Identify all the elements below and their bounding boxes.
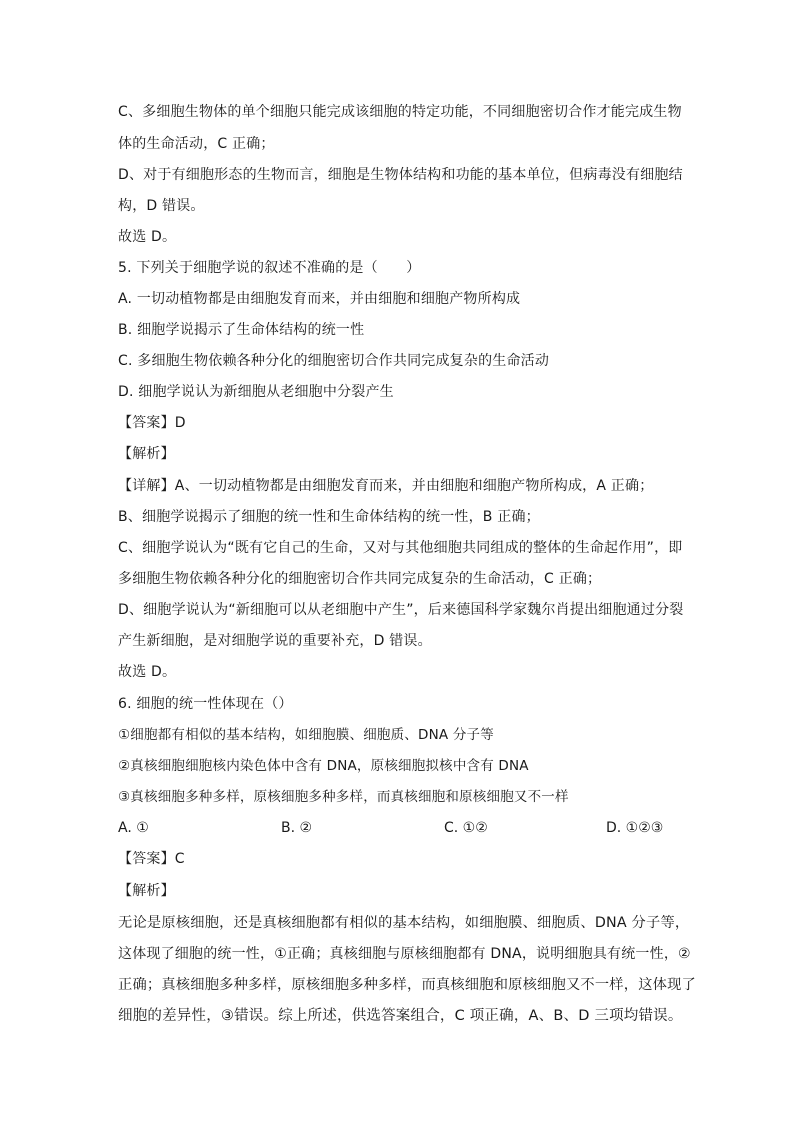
q4-explanation-d-line2: 构，D 错误。 — [118, 198, 205, 214]
q6-option-a: A. ① — [118, 820, 149, 836]
q4-explanation-d-line1: D、对于有细胞形态的生物而言，细胞是生物体结构和功能的基本单位，但病毒没有细胞结 — [118, 167, 683, 183]
q6-stem: 6. 细胞的统一性体现在（） — [118, 696, 293, 712]
q5-detail-c-line2: 多细胞生物依赖各种分化的细胞密切合作共同完成复杂的生命活动，C 正确； — [118, 571, 602, 587]
q6-answer: 【答案】C — [118, 851, 185, 867]
q6-option-c: C. ①② — [444, 820, 488, 836]
q6-explain-line1: 无论是原核细胞，还是真核细胞都有相似的基本结构，如细胞膜、细胞质、DNA 分子等， — [118, 915, 690, 931]
q5-detail-a: 【详解】A、一切动植物都是由细胞发育而来，并由细胞和细胞产物所构成，A 正确； — [118, 478, 654, 494]
q4-conclusion: 故选 D。 — [118, 229, 177, 245]
q6-explain-line3: 正确；真核细胞多种多样，原核细胞多种多样，而真核细胞和原核细胞又不一样，这体现了 — [118, 977, 697, 993]
q6-option-d: D. ①②③ — [606, 820, 664, 836]
q5-option-a: A. 一切动植物都是由细胞发育而来，并由细胞和细胞产物所构成 — [118, 291, 521, 307]
q5-detail-b: B、细胞学说揭示了细胞的统一性和生命体结构的统一性，B 正确； — [118, 509, 540, 525]
q5-detail-d-line2: 产生新细胞，是对细胞学说的重要补充，D 错误。 — [118, 633, 432, 649]
q5-analysis-label: 【解析】 — [118, 446, 175, 462]
q6-item-3: ③真核细胞多种多样，原核细胞多种多样，而真核细胞和原核细胞又不一样 — [118, 789, 569, 805]
q5-option-b: B. 细胞学说揭示了生命体结构的统一性 — [118, 322, 365, 338]
q6-analysis-label: 【解析】 — [118, 883, 175, 899]
q6-explain-line4: 细胞的差异性，③错误。综上所述，供选答案组合，C 项正确，A、B、D 三项均错误。 — [118, 1008, 683, 1024]
q4-explanation-c-line1: C、多细胞生物体的单个细胞只能完成该细胞的特定功能，不同细胞密切合作才能完成生物 — [118, 104, 682, 120]
q6-item-1: ①细胞都有相似的基本结构，如细胞膜、细胞质、DNA 分子等 — [118, 727, 494, 743]
q5-option-d: D. 细胞学说认为新细胞从老细胞中分裂产生 — [118, 384, 394, 400]
q4-explanation-c-line2: 体的生命活动，C 正确； — [118, 136, 275, 152]
q6-item-2: ②真核细胞细胞核内染色体中含有 DNA，原核细胞拟核中含有 DNA — [118, 758, 529, 774]
q5-stem: 5. 下列关于细胞学说的叙述不准确的是（ ） — [118, 260, 421, 276]
q5-answer: 【答案】D — [118, 415, 186, 431]
q5-detail-d-line1: D、细胞学说认为“新细胞可以从老细胞中产生”，后来德国科学家魏尔肖提出细胞通过分裂 — [118, 602, 684, 618]
q6-explain-line2: 这体现了细胞的统一性，①正确；真核细胞与原核细胞都有 DNA，说明细胞具有统一性，② — [118, 946, 691, 962]
q6-option-b: B. ② — [281, 820, 313, 836]
q5-detail-c-line1: C、细胞学说认为“既有它自己的生命，又对与其他细胞共同组成的整体的生命起作用”，即 — [118, 540, 683, 556]
q5-option-c: C. 多细胞生物依赖各种分化的细胞密切合作共同完成复杂的生命活动 — [118, 353, 550, 369]
q5-conclusion: 故选 D。 — [118, 664, 177, 680]
